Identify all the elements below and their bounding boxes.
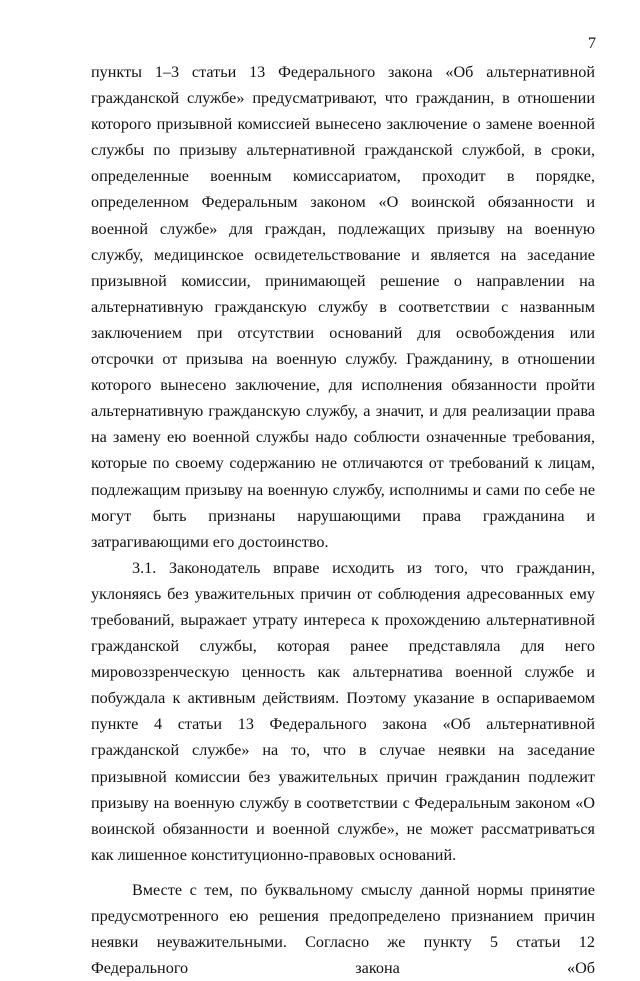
page-number: 7 [588,35,596,52]
paragraph-continuation: пункты 1–3 статьи 13 Федерального закона «Об альтернативной гражданской службе» предусматривают, что гражданин, в отношении которого призывной комиссией вынесено заключение о замене военной службы по призыву альтернативной гражданской службой, в сроки, определенные военным комиссариатом, проходит в порядке, определенном Федеральным законом «О воинской обязанности и военной службе» для граждан, подлежащих призыву на военную службу, медицинское освидетельствование и является на заседание призывной комиссии, принимающей решение о направлении на альтернативную гражданскую службу в соответствии с названным заключением при отсутствии оснований для освобождения или отсрочки от призыва на военную службу. Гражданину, в отношении которого вынесено заключение, для исполнения обязанности пройти альтернативную гражданскую службу, а значит, и для реализации права на замену ею военной службы надо соблюсти означенные требования, которые по своему содержанию не отличаются от требований к лицам, подлежащим призыву на военную службу, исполнимы и сами по себе не могут быть признаны нарушающими права гражданина и затрагивающими его достоинство. [91,63,595,551]
document-body [91,59,595,981]
paragraph-vmeste-s-tem: Вместе с тем, по буквальному смыслу данной нормы принятие предусмотренного ею решения предопределено признанием причин неявки неуважительными. Согласно же пункту 5 статьи 12 Федерального закона «Об [91,880,595,978]
paragraph-3-1: 3.1. Законодатель вправе исходить из того, что гражданин, уклоняясь без уважительных причин от соблюдения адресованных ему требований, выражает утрату интереса к прохождению альтернативной гражданской службы, которая ранее представляла для него мировоззренческую ценность как альтернатива военной службе и побуждала к активным действиям. Поэтому указание в оспариваемом пункте 4 статьи 13 Федерального закона «Об альтернативной гражданской службе» на то, что в случае неявки на заседание призывной комиссии без уважительных причин гражданин подлежит призыву на военную службу в соответствии с Федеральным законом «О воинской обязанности и военной службе», не может рассматриваться как лишенное конституционно-правовых оснований. [91,558,595,864]
